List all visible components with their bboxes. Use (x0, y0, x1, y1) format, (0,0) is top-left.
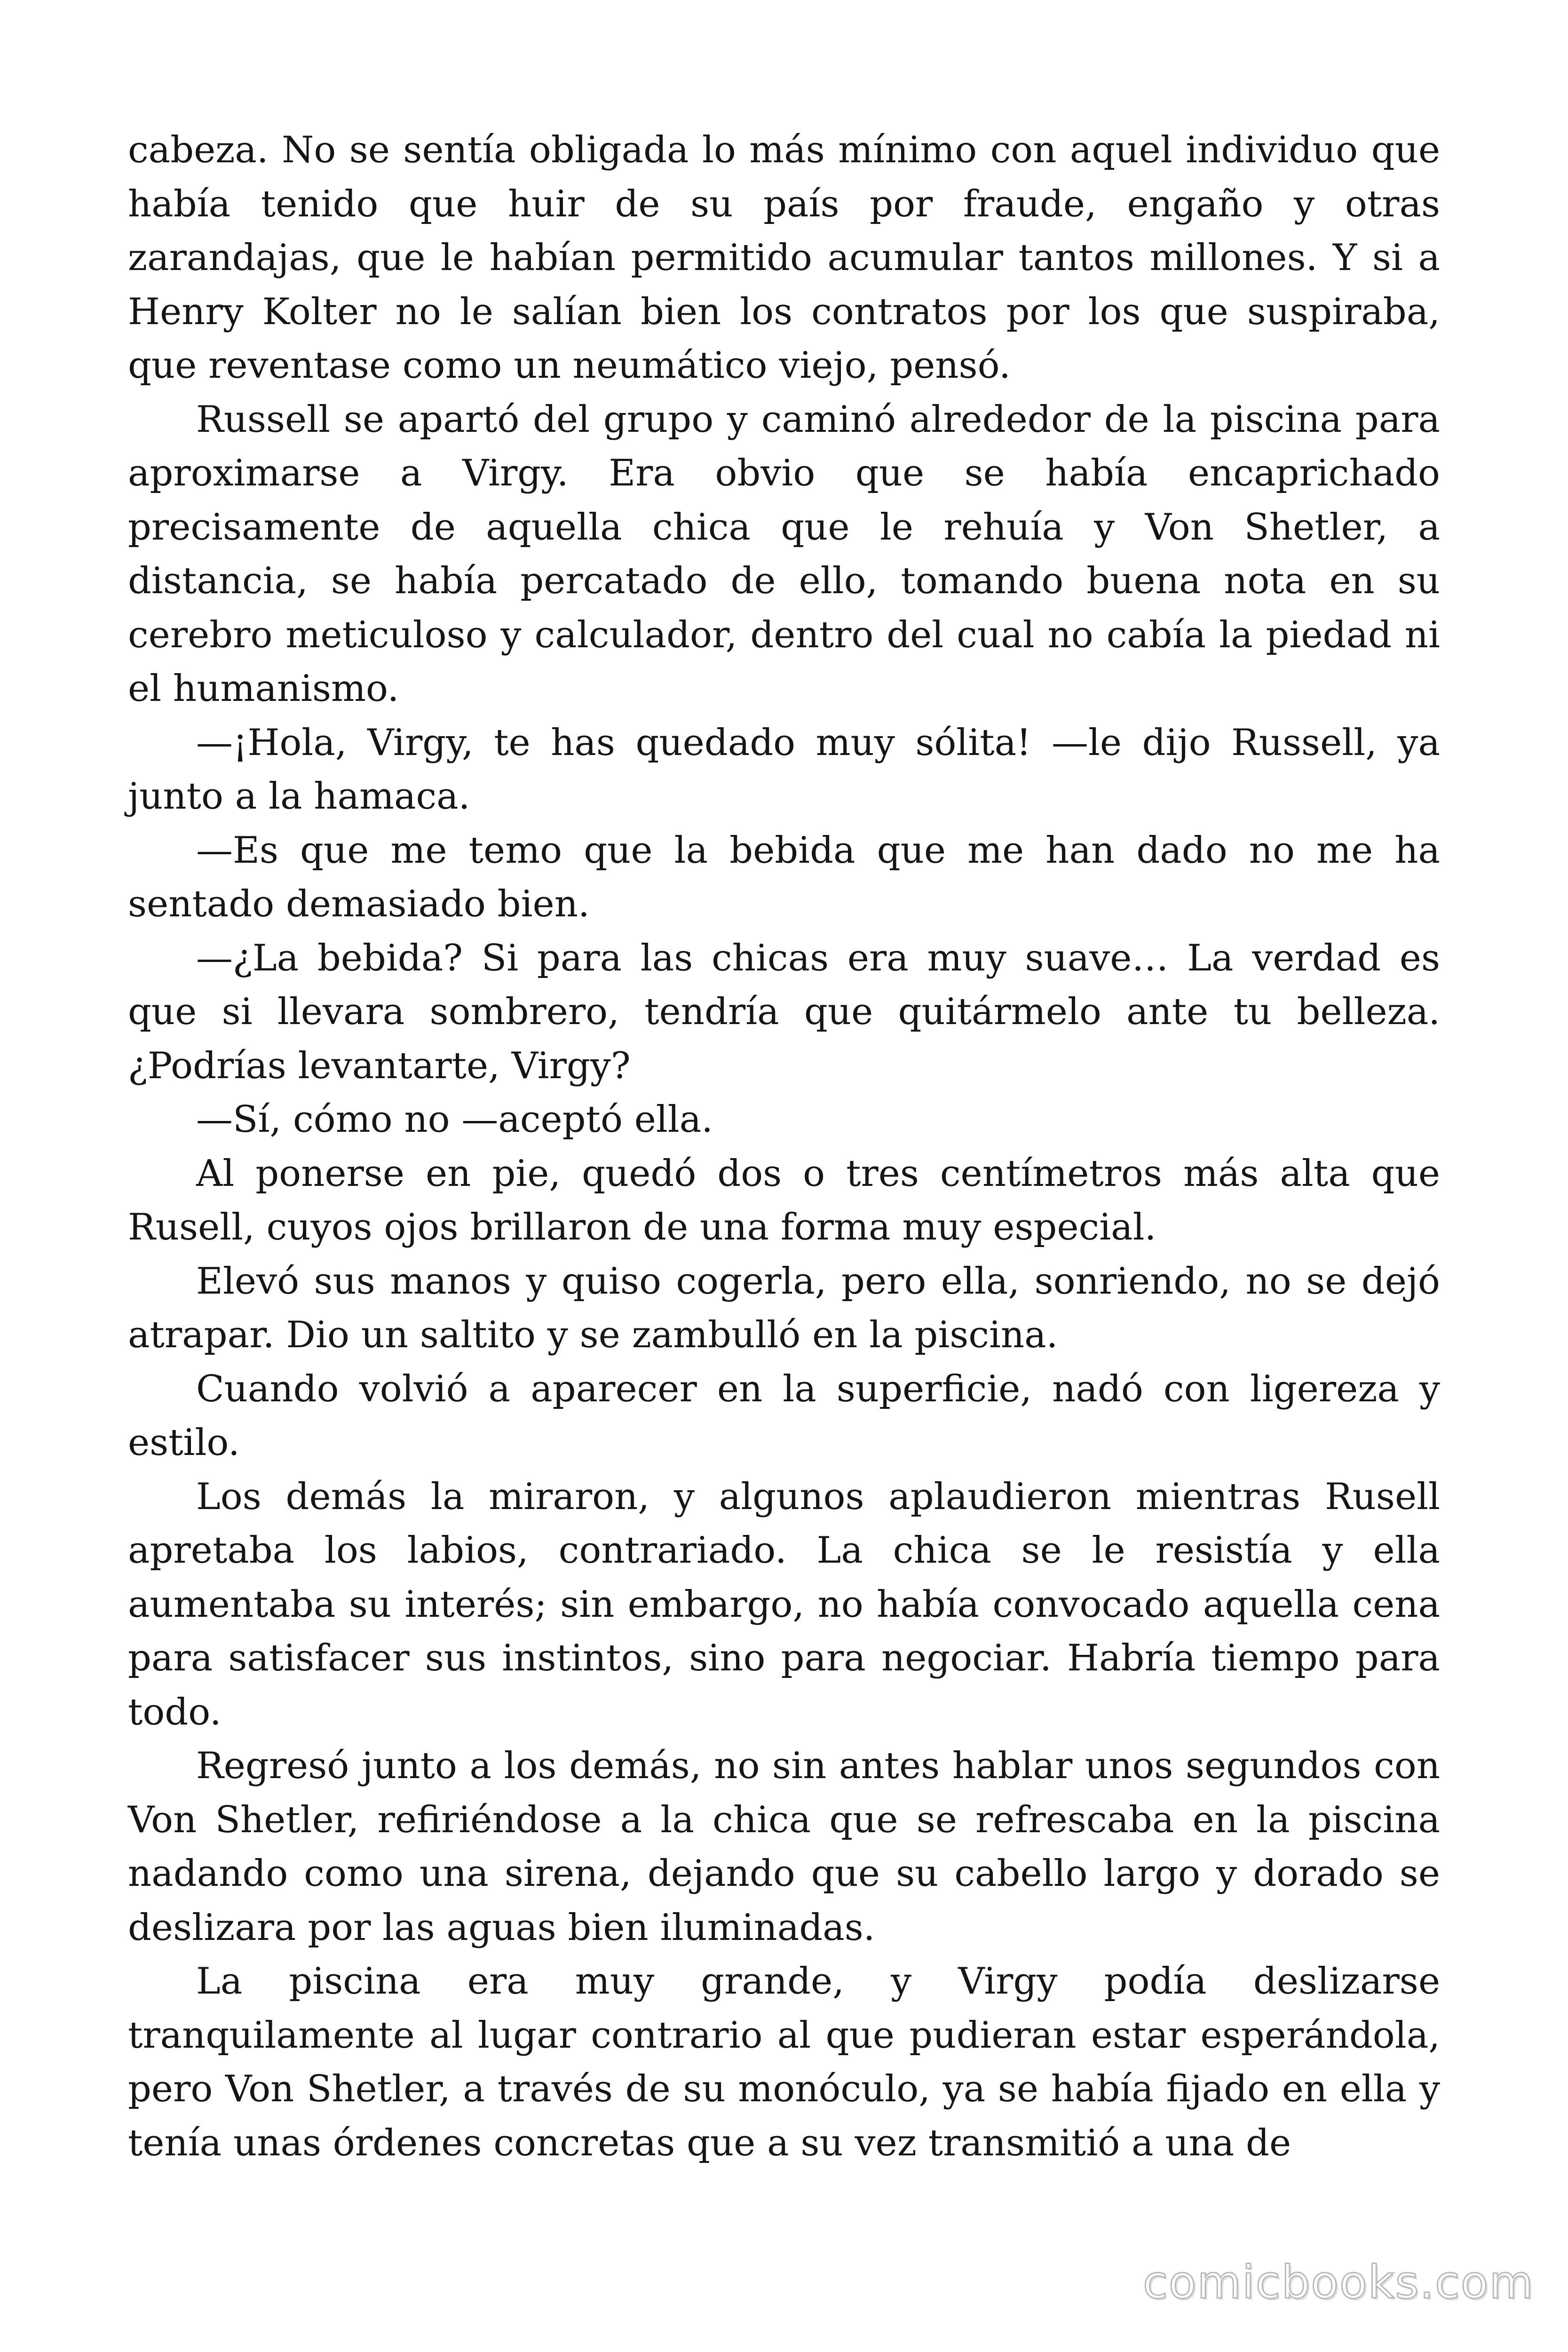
paragraph-3: —¡Hola, Virgy, te has quedado muy sólita! —le dijo Russell, ya junto a la hamaca. (128, 721, 1440, 818)
paragraph-8: Elevó sus manos y quiso cogerla, pero ella, sonriendo, no se dejó atrapar. Dio un saltito y se zambulló en la piscina. (128, 1260, 1440, 1356)
paragraph-12: La piscina era muy grande, y Virgy podía deslizarse tranquilamente al lugar contrario al que pudieran estar esperándola, pero Von Shetler, a través de su monóculo, ya se había fijado en ella y tenía unas órdenes concretas que a su vez transmitió a una de (128, 1960, 1440, 2164)
paragraph-4: —Es que me temo que la bebida que me han dado no me ha sentado demasiado bien. (128, 829, 1440, 925)
paragraph-5: —¿La bebida? Si para las chicas era muy suave… La verdad es que si llevara sombrero, tendría que quitármelo ante tu belleza. ¿Podrías levantarte, Virgy? (128, 937, 1440, 1087)
watermark: comicbooks.com (1142, 2256, 1534, 2309)
paragraph-6: —Sí, cómo no —aceptó ella. (196, 1098, 713, 1141)
paragraph-9: Cuando volvió a aparecer en la superficie, nadó con ligereza y estilo. (128, 1367, 1440, 1464)
paragraph-2: Russell se apartó del grupo y caminó alrededor de la piscina para aproximarse a Virgy. Era obvio que se había encaprichado precisamente de aquella chica que le rehuía y Von Shetler, a distancia, se había percatado de ello, tomando buena nota en su cerebro meticuloso y calculador, dentro del cual no cabía la piedad ni el humanismo. (128, 398, 1440, 710)
paragraph-11: Regresó junto a los demás, no sin antes hablar unos segundos con Von Shetler, refiriéndose a la chica que se refrescaba en la piscina nadando como una sirena, dejando que su cabello largo y dorado se deslizara por las aguas bien iluminadas. (128, 1745, 1440, 1949)
book-page-text (128, 123, 1440, 2170)
paragraph-10: Los demás la miraron, y algunos aplaudieron mientras Rusell apretaba los labios, contrariado. La chica se le resistía y ella aumentaba su interés; sin embargo, no había convocado aquella cena para satisfacer sus instintos, sino para negociar. Habría tiempo para todo. (128, 1475, 1440, 1733)
paragraph-1: cabeza. No se sentía obligada lo más mínimo con aquel individuo que había tenido que huir de su país por fraude, engaño y otras zarandajas, que le habían permitido acumular tantos millones. Y si a Henry Kolter no le salían bien los contratos por los que suspiraba, que reventase como un neumático viejo, pensó. (128, 129, 1440, 387)
paragraph-7: Al ponerse en pie, quedó dos o tres centímetros más alta que Rusell, cuyos ojos brillaron de una forma muy especial. (128, 1152, 1440, 1248)
